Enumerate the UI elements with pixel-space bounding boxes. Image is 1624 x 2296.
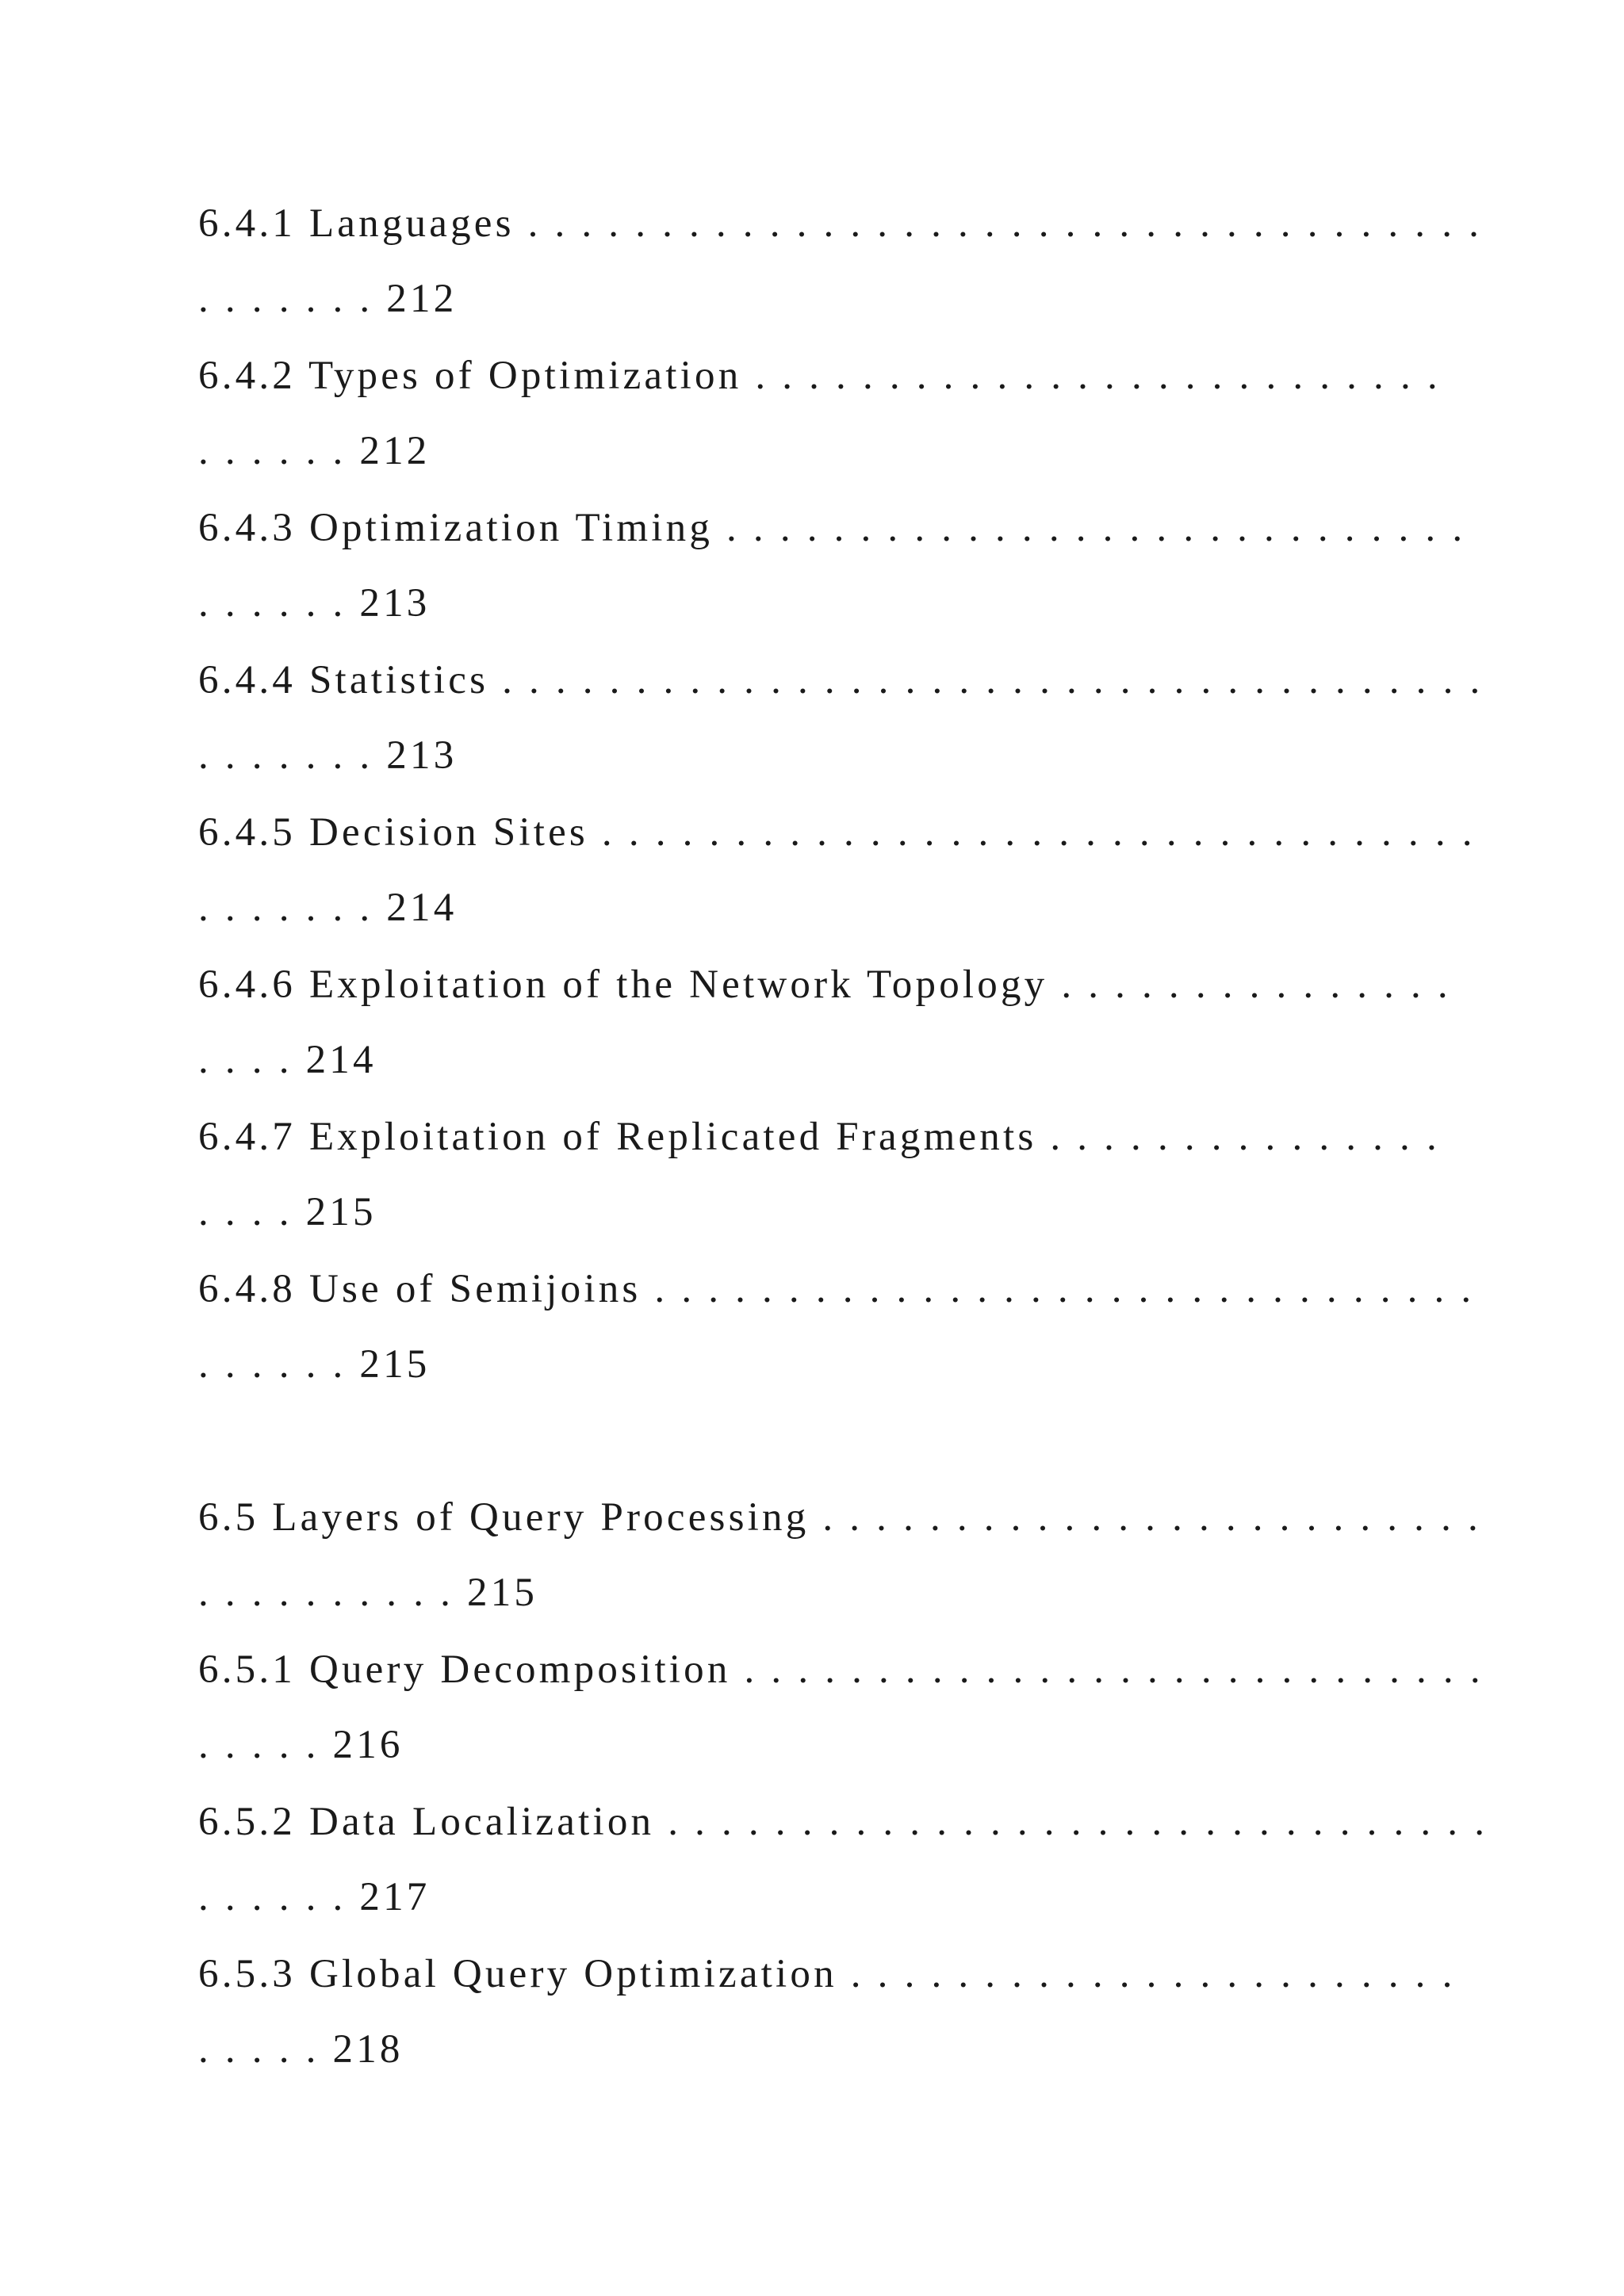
toc-entry-6-4-8-page: . . . . . . 215 <box>198 1342 431 1387</box>
toc-entry-6-4-6-text: 6.4.6 Exploitation of the Network Topology . . . . . . . . . . . . . . . <box>198 962 1451 1007</box>
toc-entry-6-4-6-page: . . . . 214 <box>198 1038 377 1082</box>
toc-entry-6-5-1-text: 6.5.1 Query Decomposition . . . . . . . . . . . . . . . . . . . . . . . . . . . . <box>198 1647 1484 1692</box>
toc-entry-6-4-1-text: 6.4.1 Languages . . . . . . . . . . . . . . . . . . . . . . . . . . . . . . . . . . . . <box>198 201 1483 246</box>
toc-entry-6-5-page: . . . . . . . . . . 215 <box>198 1571 538 1615</box>
toc-entry-6-4-5-text: 6.4.5 Decision Sites . . . . . . . . . . . . . . . . . . . . . . . . . . . . . . . . . <box>198 810 1476 855</box>
toc-entry-6-4-2-text: 6.4.2 Types of Optimization . . . . . . . . . . . . . . . . . . . . . . . . . . <box>198 354 1441 398</box>
toc-entry-6-4-7-text: 6.4.7 Exploitation of Replicated Fragments . . . . . . . . . . . . . . . <box>198 1115 1440 1159</box>
toc-entry-6-4-1-page: . . . . . . . 212 <box>198 277 458 321</box>
toc-entry-6-4-8-text: 6.4.8 Use of Semijoins . . . . . . . . . . . . . . . . . . . . . . . . . . . . . . . <box>198 1267 1475 1311</box>
toc-entry-6-5-2-text: 6.5.2 Data Localization . . . . . . . . . . . . . . . . . . . . . . . . . . . . . . . <box>198 1800 1488 1844</box>
toc-entry-6-4-7-page: . . . . 215 <box>198 1190 377 1234</box>
toc-entry-6-4-4-text: 6.4.4 Statistics . . . . . . . . . . . . . . . . . . . . . . . . . . . . . . . . . . . . . <box>198 658 1484 702</box>
toc-entry-6-4-4-page: . . . . . . . 213 <box>198 733 458 778</box>
toc-entry-6-4-2-page: . . . . . . 212 <box>198 429 431 473</box>
toc-entry-6-5-3-text: 6.5.3 Global Query Optimization . . . . . . . . . . . . . . . . . . . . . . . <box>198 1952 1456 1996</box>
toc-entry-6-4-5-page: . . . . . . . 214 <box>198 886 458 930</box>
toc-entry-6-5-2-page: . . . . . . 217 <box>198 1875 431 1919</box>
toc-entry-6-4-3-text: 6.4.3 Optimization Timing . . . . . . . . . . . . . . . . . . . . . . . . . . . . <box>198 506 1466 550</box>
toc-entry-6-5-text: 6.5 Layers of Query Processing . . . . . . . . . . . . . . . . . . . . . . . . . <box>198 1495 1481 1540</box>
toc-entry-6-5-3-page: . . . . . 218 <box>198 2027 404 2072</box>
toc-entry-6-4-3-page: . . . . . . 213 <box>198 581 431 626</box>
toc-entry-6-5-1-page: . . . . . 216 <box>198 1723 404 1767</box>
